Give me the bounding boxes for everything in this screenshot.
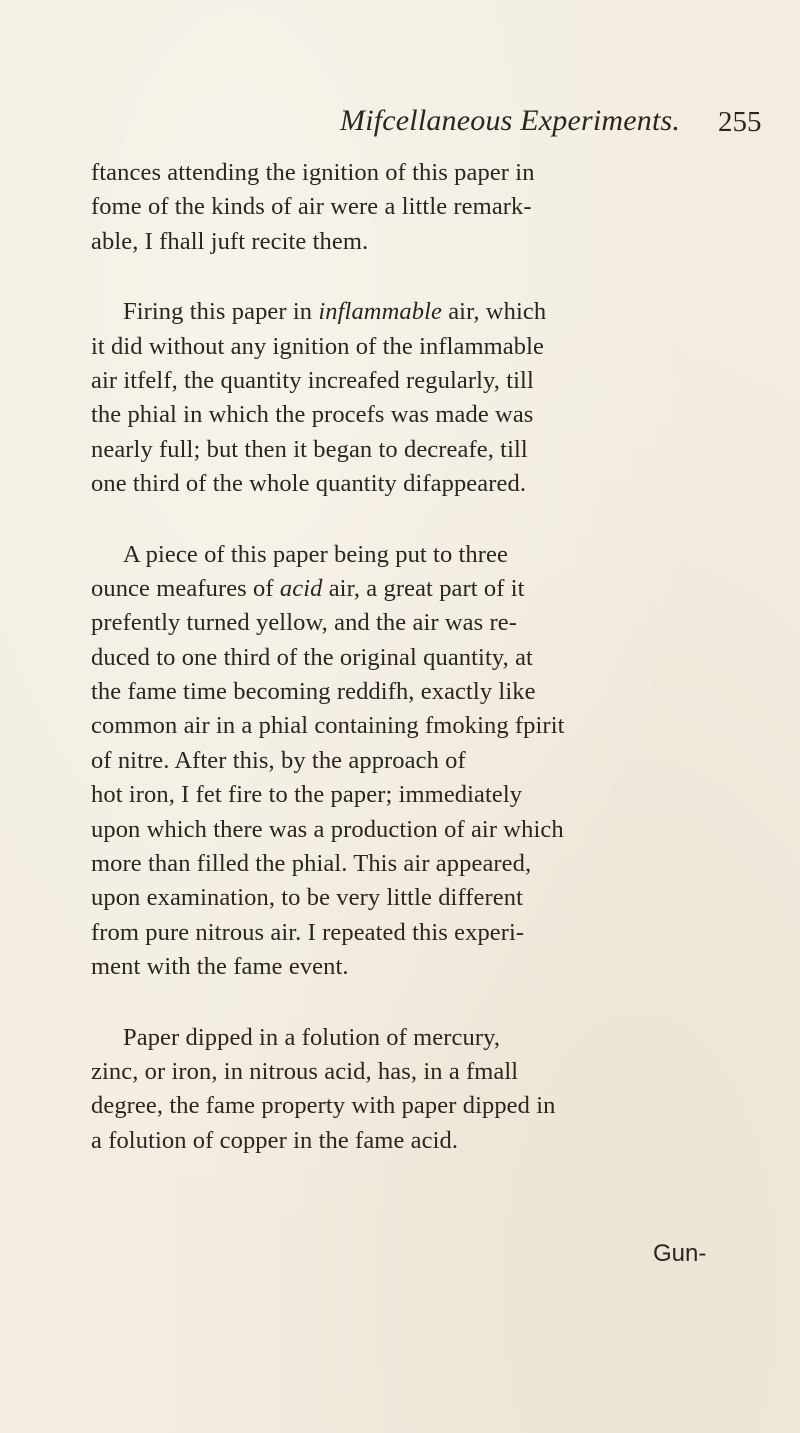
text-line: fome of the kinds of air were a little remark-	[91, 193, 532, 221]
text-line: degree, the fame property with paper dipped in	[91, 1092, 556, 1120]
text-line: it did without any ignition of the inflammable	[91, 332, 545, 360]
text-line: upon examination, to be very little different	[91, 884, 523, 912]
text-line: able, I fhall juft recite them.	[91, 227, 369, 255]
catchword: Gun-	[653, 1240, 707, 1267]
text-line: upon which there was a production of air which	[91, 815, 564, 843]
paragraph-gap	[91, 985, 711, 1021]
text-line: ftances attending the ignition of this paper in	[91, 159, 535, 186]
text-line: a folution of copper in the fame acid.	[91, 1126, 459, 1154]
text-line: of nitre. After this, by the approach of	[91, 746, 466, 774]
text-run: air, which	[441, 298, 547, 326]
text-line: common air in a phial containing fmoking fpirit	[91, 712, 565, 740]
text-line: nearly full; but then it began to decreafe, till	[91, 435, 528, 463]
text-line: duced to one third of the original quantity, at	[91, 643, 533, 671]
body-text	[91, 156, 711, 1158]
italic-term: acid	[279, 574, 323, 602]
text-line	[91, 572, 711, 606]
running-title: Mifcellaneous Experiments.	[340, 104, 681, 137]
text-line: zinc, or iron, in nitrous acid, has, in a fmall	[91, 1057, 519, 1085]
italic-term: inflammable	[318, 298, 442, 326]
paragraph-gap	[91, 502, 711, 538]
text-line: Paper dipped in a folution of mercury,	[123, 1023, 501, 1051]
text-line: one third of the whole quantity difappeared.	[91, 470, 527, 498]
text-line: air itfelf, the quantity increafed regularly, till	[91, 366, 534, 394]
text-line: the phial in which the procefs was made was	[91, 401, 534, 429]
running-head	[0, 104, 800, 148]
text-line: more than filled the phial. This air appeared,	[91, 850, 532, 878]
text-line: ment with the fame event.	[91, 953, 349, 981]
text-line: prefently turned yellow, and the air was re-	[91, 609, 517, 637]
text-run: Firing this paper in	[123, 298, 319, 326]
paragraph-gap	[91, 259, 711, 295]
text-line: the fame time becoming reddifh, exactly like	[91, 678, 536, 706]
text-line	[91, 295, 711, 329]
text-run: air, a great part of it	[322, 574, 525, 602]
page-number: 255	[718, 106, 762, 138]
text-line: from pure nitrous air. I repeated this experi-	[91, 918, 525, 946]
text-run: ounce meafures of	[91, 574, 280, 602]
text-line: A piece of this paper being put to three	[123, 540, 508, 568]
text-line: hot iron, I fet fire to the paper; immediately	[91, 781, 523, 809]
